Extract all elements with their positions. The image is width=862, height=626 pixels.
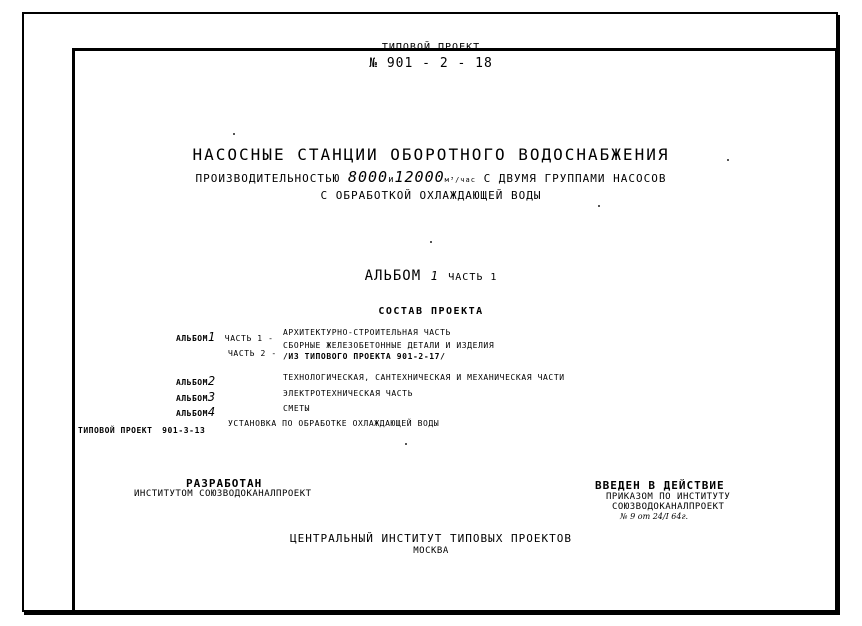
enacted-title: ВВЕДЕН В ДЕЙСТВИЕ [595,479,725,492]
row-2-text-2: /ИЗ ТИПОВОГО ПРОЕКТА 901-2-17/ [283,352,446,361]
row-5-text: СМЕТЫ [283,404,311,413]
project-type-label: ТИПОВОЙ ПРОЕКТ [381,42,481,53]
row-5-num: 4 [207,405,216,419]
scan-speck [727,159,729,161]
enacted-line-2: СОЮЗВОДОКАНАЛПРОЕКТ [612,502,725,512]
title-line-3: С ОБРАБОТКОЙ ОХЛАЖДАЮЩЕЙ ВОДЫ [320,189,542,202]
row-1-text: АРХИТЕКТУРНО-СТРОИТЕЛЬНАЯ ЧАСТЬ [283,328,451,337]
row-3-num: 2 [207,374,216,388]
row-4-num: 3 [207,390,216,404]
album-heading [0,268,862,284]
extra-code: 901-3-13 [162,426,206,435]
capacity-prefix: ПРОИЗВОДИТЕЛЬНОСТЬЮ [195,172,341,185]
capacity-unit: м³/час [444,176,476,184]
footer-institute: ЦЕНТРАЛЬНЫЙ ИНСТИТУТ ТИПОВЫХ ПРОЕКТОВ [289,532,573,545]
row-2-text: СБОРНЫЕ ЖЕЛЕЗОБЕТОННЫЕ ДЕТАЛИ И ИЗДЕЛИЯ [283,341,495,350]
capacity-line [0,168,862,186]
enacted-line-3: № 9 от 24/I 64г. [620,512,689,521]
row-4-text: ЭЛЕКТРОТЕХНИЧЕСКАЯ ЧАСТЬ [283,389,413,398]
row-4-label: АЛЬБОМ [176,394,208,403]
document-title: НАСОСНЫЕ СТАНЦИИ ОБОРОТНОГО ВОДОСНАБЖЕНИЯ [192,145,670,164]
footer-city: МОСКВА [413,546,449,556]
album-number: 1 [430,269,439,283]
row-1-part: ЧАСТЬ 1 - [224,334,274,343]
row-3-label: АЛЬБОМ [176,378,208,387]
row-3-text: ТЕХНОЛОГИЧЕСКАЯ, САНТЕХНИЧЕСКАЯ И МЕХАНИЧЕСКАЯ ЧАСТИ [283,373,565,382]
composition-heading: СОСТАВ ПРОЕКТА [378,306,484,317]
row-1-label: АЛЬБОМ [176,334,208,343]
capacity-and: и [388,175,395,185]
scan-speck [430,241,432,243]
album-prefix: АЛЬБОМ [364,268,422,284]
developer-title: РАЗРАБОТАН [186,477,263,490]
scan-speck [233,133,235,135]
enacted-line-1: ПРИКАЗОМ ПО ИНСТИТУТУ [606,492,731,502]
scan-speck [598,205,600,207]
album-part: ЧАСТЬ 1 [448,272,498,283]
composition-row-2 [228,341,277,360]
extra-text: УСТАНОВКА ПО ОБРАБОТКЕ ОХЛАЖДАЮЩЕЙ ВОДЫ [228,419,440,428]
capacity-value-a: 8000 [347,168,389,186]
capacity-value-b: 12000 [394,168,445,186]
project-number: № 901 - 2 - 18 [369,56,493,71]
developer-org: ИНСТИТУТОМ СОЮЗВОДОКАНАЛПРОЕКТ [134,489,312,499]
row-5-label: АЛЬБОМ [176,409,208,418]
scan-speck [405,443,407,445]
capacity-suffix: С ДВУМЯ ГРУППАМИ НАСОСОВ [483,172,667,185]
extra-label: ТИПОВОЙ ПРОЕКТ [78,426,153,435]
row-1-num: 1 [207,330,216,344]
row-2-part: ЧАСТЬ 2 - [228,349,277,358]
composition-extra [78,418,205,437]
